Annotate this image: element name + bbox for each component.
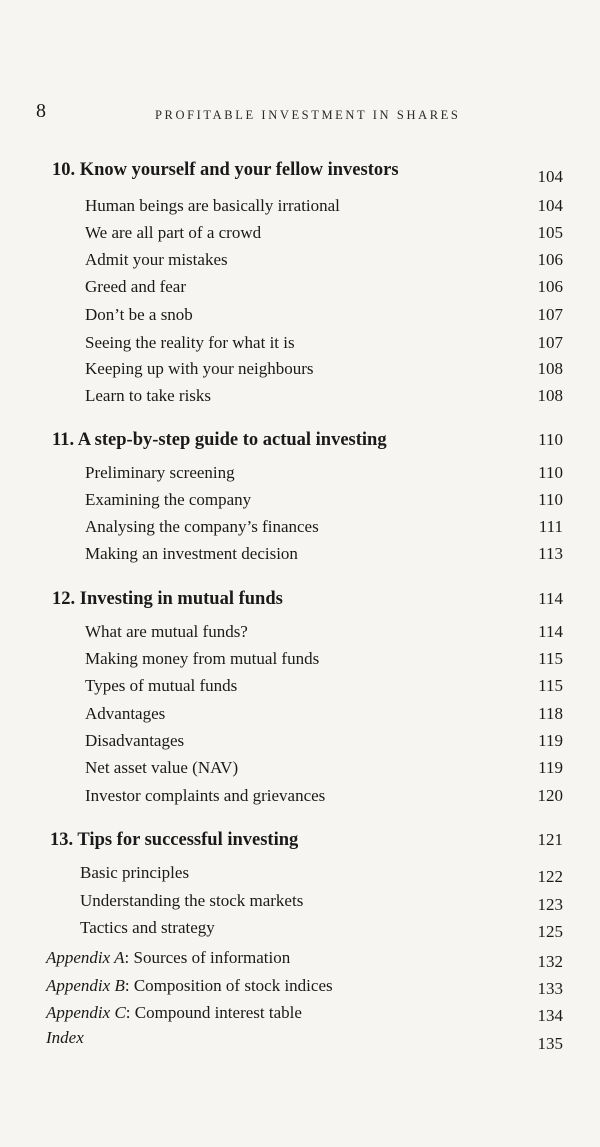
section-title: Keeping up with your neighbours	[85, 359, 314, 378]
toc-chapter-12	[0, 589, 600, 619]
toc-section	[0, 250, 600, 280]
section-page: 108	[537, 386, 563, 405]
toc-chapter-13	[0, 830, 600, 860]
chapter-title: A step-by-step guide to actual investing	[77, 430, 387, 450]
toc-section	[0, 731, 600, 761]
section-title: Human beings are basically irrational	[85, 196, 340, 215]
chapter-number: 12.	[52, 589, 76, 609]
toc-section	[0, 305, 600, 335]
toc-appendix-b	[0, 976, 600, 1006]
section-title: Admit your mistakes	[85, 250, 228, 269]
appendix-page: 132	[537, 952, 563, 971]
section-title: Understanding the stock markets	[80, 891, 304, 910]
appendix-title: : Composition of stock indices	[124, 976, 333, 995]
section-page: 110	[538, 490, 563, 509]
section-page: 125	[537, 922, 563, 941]
section-page: 110	[538, 463, 563, 482]
section-title: Don’t be a snob	[85, 305, 193, 324]
chapter-title: Tips for successful investing	[77, 830, 299, 850]
toc-section	[0, 622, 600, 652]
section-page: 104	[537, 196, 563, 215]
toc-section	[0, 463, 600, 493]
section-page: 106	[537, 277, 563, 296]
chapter-number: 10.	[52, 160, 76, 180]
section-title: Disadvantages	[85, 731, 185, 750]
appendix-page: 134	[537, 1006, 563, 1025]
chapter-page: 104	[537, 167, 563, 186]
section-page: 118	[538, 704, 563, 723]
toc-section	[0, 863, 600, 893]
section-title: Making an investment decision	[85, 544, 298, 563]
toc-section	[0, 649, 600, 679]
section-page: 108	[537, 359, 563, 378]
section-title: Greed and fear	[85, 277, 186, 296]
chapter-page: 121	[537, 830, 563, 849]
section-page: 111	[538, 517, 563, 536]
section-title: Analysing the company’s finances	[85, 517, 319, 536]
appendix-prefix: Appendix B	[46, 976, 125, 995]
toc-chapter-10	[0, 160, 600, 190]
section-title: What are mutual funds?	[85, 622, 248, 641]
toc-section	[0, 891, 600, 921]
appendix-title: : Sources of information	[124, 948, 291, 967]
section-page: 115	[538, 676, 563, 695]
section-page: 107	[537, 305, 563, 324]
section-title: Basic principles	[80, 863, 190, 882]
toc-section	[0, 676, 600, 706]
section-title: Learn to take risks	[85, 386, 212, 405]
section-title: Preliminary screening	[85, 463, 235, 482]
toc-section	[0, 277, 600, 307]
appendix-prefix: Appendix C	[46, 1003, 126, 1022]
appendix-page: 133	[537, 979, 563, 998]
page-number: 8	[36, 100, 46, 122]
toc-section	[0, 359, 600, 389]
section-page: 105	[537, 223, 563, 242]
section-page: 113	[538, 544, 563, 563]
section-title: We are all part of a crowd	[85, 223, 262, 242]
section-title: Investor complaints and grievances	[85, 786, 326, 805]
section-title: Making money from mutual funds	[85, 649, 320, 668]
chapter-title: Know yourself and your fellow investors	[79, 160, 399, 180]
toc-section	[0, 544, 600, 574]
chapter-number: 13.	[50, 830, 74, 850]
section-page: 119	[538, 731, 563, 750]
toc-appendix-a	[0, 948, 600, 978]
toc-section	[0, 786, 600, 816]
toc-section	[0, 386, 600, 416]
section-title: Examining the company	[85, 490, 252, 509]
toc-section	[0, 223, 600, 253]
toc-section	[0, 196, 600, 226]
toc-section	[0, 704, 600, 734]
toc-section	[0, 758, 600, 788]
index-label: Index	[46, 1028, 84, 1047]
section-page: 106	[537, 250, 563, 269]
chapter-page: 110	[538, 430, 563, 449]
toc-chapter-11	[0, 430, 600, 460]
section-page: 107	[537, 333, 563, 352]
section-page: 122	[537, 867, 563, 886]
section-title: Tactics and strategy	[80, 918, 215, 937]
chapter-number: 11.	[52, 430, 75, 450]
index-page: 135	[537, 1034, 563, 1053]
running-title: PROFITABLE INVESTMENT IN SHARES	[155, 108, 461, 122]
chapter-page: 114	[538, 589, 563, 608]
section-page: 123	[537, 895, 563, 914]
section-title: Seeing the reality for what it is	[85, 333, 295, 352]
toc-section	[0, 918, 600, 948]
section-page: 114	[538, 622, 563, 641]
section-page: 120	[537, 786, 563, 805]
section-page: 115	[538, 649, 563, 668]
appendix-prefix: Appendix A	[46, 948, 125, 967]
toc-section	[0, 517, 600, 547]
toc-section	[0, 490, 600, 520]
chapter-title: Investing in mutual funds	[79, 589, 283, 609]
toc-index	[0, 1028, 600, 1058]
appendix-title: : Compound interest table	[125, 1003, 302, 1022]
section-page: 119	[538, 758, 563, 777]
section-title: Advantages	[85, 704, 166, 723]
section-title: Net asset value (NAV)	[85, 758, 239, 777]
section-title: Types of mutual funds	[85, 676, 238, 695]
